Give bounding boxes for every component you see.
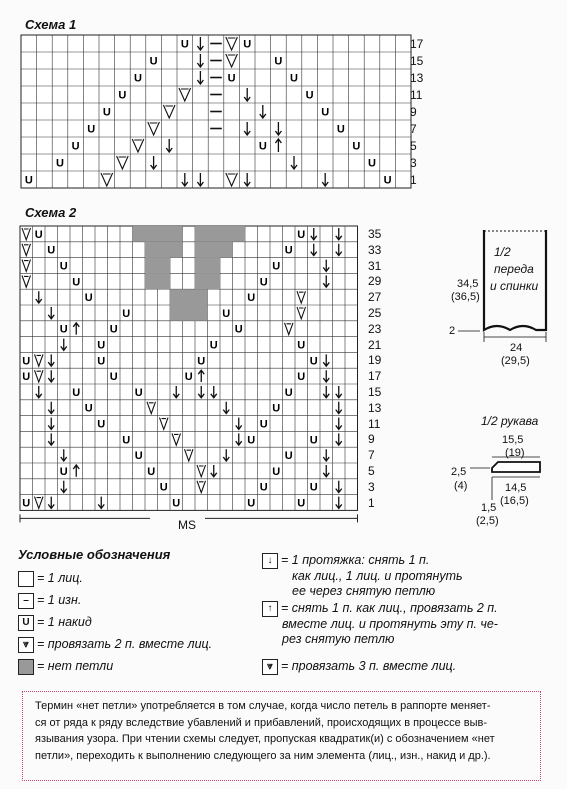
front-back-height-alt: (36,5) [451, 291, 480, 303]
no-stitch-cell [133, 226, 146, 242]
yarn-over-mark: U [284, 386, 293, 399]
no-stitch-cell [195, 305, 208, 321]
legend-yarn-over [18, 615, 92, 631]
front-back-height: 34,5 [457, 278, 479, 290]
row-number: 3 [368, 479, 375, 494]
yarn-over-mark: U [352, 140, 361, 153]
legend-purl [18, 593, 81, 609]
yarn-over-mark: U [72, 386, 81, 399]
yarn-over-mark: U [284, 450, 293, 463]
note-line: ся от ряда к ряду вследствие убавлений и прибавлений, происходящих в процессе выв- [35, 716, 488, 729]
yarn-over-mark: U [97, 418, 106, 431]
yarn-over-mark: U [297, 497, 306, 510]
yarn-over-mark: U [22, 355, 31, 368]
sleeve-side: 1,5 [481, 502, 497, 514]
yarn-over-mark: U [109, 323, 118, 336]
yarn-over-mark: U [383, 174, 392, 187]
yarn-over-mark: U [259, 481, 268, 494]
legend-text: = 1 протяжка: снять 1 п. [281, 553, 430, 567]
yarn-over-mark: U [47, 244, 56, 257]
legend-text: = 1 изн. [37, 593, 82, 607]
row-number: 7 [410, 122, 417, 136]
yarn-over-mark: U [122, 307, 131, 320]
row-number: 15 [410, 54, 424, 68]
legend-text: = провязать 2 п. вместе лиц. [37, 637, 213, 651]
ms-label: MS [178, 518, 196, 532]
no-stitch-symbol-icon [18, 659, 34, 675]
row-number: 13 [410, 71, 424, 85]
no-stitch-cell [220, 226, 233, 242]
no-stitch-cell [158, 242, 171, 258]
note-line: петли», переходить к выполнению следующего за ним элемента (лиц., изн., накид и др.). [35, 749, 491, 762]
yarn-over-mark: U [134, 72, 142, 85]
scheme1-grid [21, 35, 411, 188]
note-line: язывания узора. При чтении схемы следует, пропуская квадратик(и) с обозначением «нет [35, 733, 495, 745]
yarn-over-mark: U [34, 228, 43, 241]
k3tog-symbol-icon: ⩔ [262, 659, 278, 675]
yarn-over-mark: U [159, 481, 168, 494]
yarn-over-mark: U [297, 339, 306, 352]
yarn-over-mark: U [122, 434, 131, 447]
front-back-width-alt: (29,5) [501, 355, 530, 367]
no-stitch-cell [170, 289, 183, 305]
yarn-over-mark: U [247, 497, 256, 510]
down-arrow-symbol-icon: ↓ [262, 553, 278, 569]
yarn-over-mark: U [97, 355, 106, 368]
note-box [22, 691, 541, 781]
row-number: 5 [368, 464, 375, 478]
no-stitch-cell [170, 242, 183, 258]
yarn-over-mark: U [259, 276, 268, 289]
yarn-over-mark: U [197, 355, 206, 368]
yarn-over-mark: U [109, 371, 118, 384]
row-number: 9 [368, 432, 375, 447]
yarn-over-mark: U [102, 106, 111, 119]
legend-text: рез снятую петлю [282, 632, 395, 646]
yarn-over-mark: U [72, 276, 81, 289]
up-arrow-symbol-icon: ↑ [262, 601, 278, 617]
yarn-over-mark: U [59, 260, 68, 273]
no-stitch-cell [170, 226, 183, 242]
row-number: 19 [368, 353, 382, 368]
yarn-over-mark: U [180, 38, 189, 51]
legend-text: = провязать 3 п. вместе лиц. [281, 659, 457, 673]
no-stitch-cell [158, 258, 171, 274]
yarn-over-mark: U [368, 157, 376, 170]
no-stitch-cell [183, 289, 196, 305]
yarn-over-mark: U [71, 140, 80, 153]
yarn-over-mark: U [59, 465, 68, 478]
yarn-over-mark: U [22, 371, 31, 384]
yarn-over-mark: U [284, 244, 293, 257]
yarn-over-mark: U [259, 418, 268, 431]
row-number: 13 [368, 400, 382, 415]
legend-text: = 1 накид [37, 615, 92, 629]
no-stitch-cell [195, 242, 208, 258]
yarn-over-mark: U [87, 123, 96, 136]
row-number: 27 [368, 290, 382, 305]
sleeve-bottom: 14,5 [505, 482, 527, 494]
row-number: 17 [410, 37, 424, 51]
sleeve-left: 2,5 [451, 466, 467, 478]
front-back-label-2: переда [494, 262, 534, 276]
yarn-over-mark: U [305, 89, 314, 102]
yarn-over-mark: U [272, 260, 281, 273]
row-number: 33 [368, 242, 382, 257]
yarn-over-mark: U [84, 292, 93, 305]
yarn-over-mark: U [243, 38, 252, 51]
no-stitch-cell [208, 242, 221, 258]
note-line: Термин «нет петли» употребляется в том случае, когда число петель в раппорте меняет- [35, 700, 491, 712]
yarn-over-mark: U [309, 481, 318, 494]
row-number: 1 [410, 173, 417, 187]
row-number: 31 [368, 258, 382, 273]
scheme2-grid [20, 226, 358, 510]
front-back-label-1: 1/2 [494, 245, 511, 259]
legend-title: Условные обозначения [18, 547, 171, 562]
sleeve-bottom-alt: (16,5) [500, 495, 529, 507]
no-stitch-cell [195, 226, 208, 242]
yarn-over-symbol-icon: U [18, 615, 34, 631]
row-number: 17 [368, 369, 382, 384]
legend-sk2p [262, 601, 498, 647]
yarn-over-mark: U [234, 323, 243, 336]
sleeve-side-alt: (2,5) [476, 515, 499, 527]
yarn-over-mark: U [247, 434, 256, 447]
no-stitch-cell [158, 273, 171, 289]
k2tog-symbol-icon: ⩔ [18, 637, 34, 653]
legend-text: = нет петли [37, 659, 114, 673]
no-stitch-cell [145, 273, 158, 289]
row-number: 11 [368, 416, 381, 431]
row-number: 3 [410, 156, 417, 170]
row-number: 5 [410, 139, 417, 153]
row-number: 1 [368, 495, 375, 510]
legend-text: ее через снятую петлю [292, 584, 436, 598]
no-stitch-cell [220, 242, 233, 258]
scheme1-title: Схема 1 [25, 17, 77, 32]
yarn-over-mark: U [172, 497, 181, 510]
sleeve-outline [492, 462, 540, 472]
yarn-over-mark: U [184, 371, 193, 384]
yarn-over-mark: U [84, 402, 93, 415]
yarn-over-mark: U [297, 228, 306, 241]
yarn-over-mark: U [134, 450, 143, 463]
sleeve-label: 1/2 рукава [481, 414, 539, 428]
no-stitch-cell [208, 273, 221, 289]
row-number: 23 [368, 321, 382, 336]
row-number: 25 [368, 306, 382, 320]
row-number: 15 [368, 385, 382, 399]
yarn-over-mark: U [59, 323, 68, 336]
yarn-over-mark: U [309, 434, 318, 447]
no-stitch-cell [183, 305, 196, 321]
legend-k3tog [262, 659, 456, 675]
no-stitch-cell [170, 305, 183, 321]
front-back-label-3: и спинки [490, 279, 539, 293]
row-number: 35 [368, 227, 382, 241]
yarn-over-mark: U [97, 339, 106, 352]
yarn-over-mark: U [134, 386, 143, 399]
yarn-over-mark: U [272, 465, 281, 478]
yarn-over-mark: U [321, 106, 330, 119]
legend-text: = 1 лиц. [37, 571, 83, 585]
no-stitch-cell [158, 226, 171, 242]
yarn-over-mark: U [274, 55, 283, 68]
yarn-over-mark: U [118, 89, 127, 102]
legend-knit [18, 571, 83, 587]
row-number: 7 [368, 448, 375, 463]
no-stitch-cell [145, 226, 158, 242]
legend-text: как лиц., 1 лиц. и протянуть [292, 569, 463, 583]
no-stitch-cell [145, 258, 158, 274]
yarn-over-mark: U [290, 72, 298, 85]
no-stitch-cell [195, 289, 208, 305]
legend-no-stitch [18, 659, 113, 675]
yarn-over-mark: U [272, 402, 281, 415]
no-stitch-cell [208, 258, 221, 274]
legend-k2tog [18, 637, 212, 653]
yarn-over-mark: U [222, 307, 231, 320]
yarn-over-mark: U [56, 157, 64, 170]
yarn-over-mark: U [24, 174, 33, 187]
no-stitch-cell [195, 273, 208, 289]
front-back-width: 24 [510, 342, 523, 354]
row-number: 9 [410, 105, 417, 119]
yarn-over-mark: U [22, 497, 31, 510]
yarn-over-mark: U [209, 339, 218, 352]
sleeve-top: 15,5 [502, 434, 524, 446]
sleeve-left-alt: (4) [454, 480, 468, 492]
scheme2-title: Схема 2 [25, 205, 77, 220]
yarn-over-mark: U [147, 465, 156, 478]
yarn-over-mark: U [309, 355, 318, 368]
no-stitch-cell [208, 226, 221, 242]
legend-text: вместе лиц. и протянуть эту п. че- [282, 617, 498, 631]
knit-symbol-icon [18, 571, 34, 587]
yarn-over-mark: U [149, 55, 158, 68]
front-back-hem: 2 [449, 325, 456, 337]
sleeve-top-alt: (19) [505, 447, 525, 459]
purl-symbol-icon: – [18, 593, 34, 609]
legend-ssk [262, 553, 463, 599]
yarn-over-mark: U [297, 371, 306, 384]
yarn-over-mark: U [258, 140, 267, 153]
row-number: 29 [368, 274, 382, 289]
no-stitch-cell [195, 258, 208, 274]
legend-text: = снять 1 п. как лиц., провязать 2 п. [281, 601, 498, 615]
no-stitch-cell [233, 226, 246, 242]
yarn-over-mark: U [247, 292, 256, 305]
row-number: 21 [368, 337, 382, 352]
row-number: 11 [410, 88, 423, 102]
yarn-over-mark: U [336, 123, 345, 136]
no-stitch-cell [145, 242, 158, 258]
yarn-over-mark: U [227, 72, 236, 85]
